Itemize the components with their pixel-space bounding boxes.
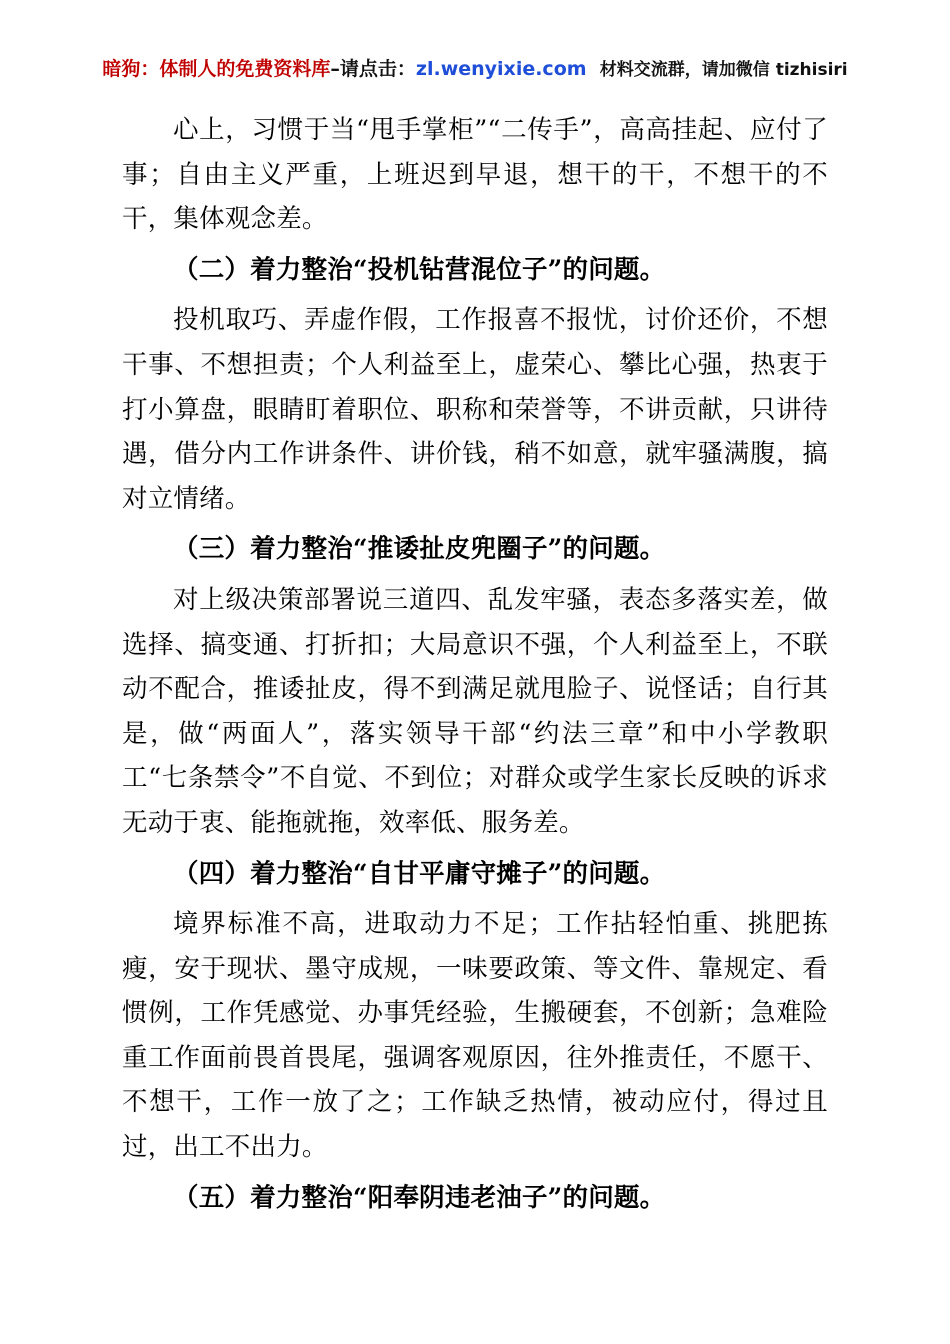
banner-brand: 暗狗： xyxy=(102,58,160,80)
banner-tagline: 体制人的免费资料库 xyxy=(159,58,331,80)
section-heading-two: （二）着力整治“投机钻营混位子”的问题。 xyxy=(173,254,666,285)
paragraph-section-two: 投机取巧、弄虚作假，工作报喜不报忧，讨价还价，不想干事、不想担责；个人利益至上，虚荣心、攀比心强，热衷于打小算盘，眼睛盯着职位、职称和荣誉等，不讲贡献，只讲待遇，借分内工作讲条件、讲价钱，稍不如意，就牢骚满腹，搞对立情绪。 xyxy=(122,305,828,514)
section-heading-four: （四）着力整治“自甘平庸守摊子”的问题。 xyxy=(173,858,666,889)
section-heading-three: （三）着力整治“推诿扯皮兜圈子”的问题。 xyxy=(173,534,666,565)
section-heading-five: （五）着力整治“阳奉阴违老油子”的问题。 xyxy=(173,1182,666,1213)
paragraph-section-three: 对上级决策部署说三道四、乱发牢骚，表态多落实差，做选择、搞变通、打折扣；大局意识不强，个人利益至上，不联动不配合，推诿扯皮，得不到满足就甩脸子、说怪话；自行其是，做“两面人”，落实领导干部“约法三章”和中小学教职工“七条禁令”不自觉、不到位；对群众或学生家长反映的诉求无动于衷、能拖就拖，效率低、服务差。 xyxy=(122,584,828,838)
banner-link[interactable]: zl.wenyixie.com xyxy=(415,58,587,80)
banner-note: 材料交流群，请加微信 tizhisiri xyxy=(599,60,848,80)
paragraph-section-four: 境界标准不高，进取动力不足；工作拈轻怕重、挑肥拣瘦，安于现状、墨守成规，一味要政策、等文件、靠规定、看惯例，工作凭感觉、办事凭经验，生搬硬套，不创新；急难险重工作面前畏首畏尾，强调客观原因，往外推责任，不愿干、不想干，工作一放了之；工作缺乏热情，被动应付，得过且过，出工不出力。 xyxy=(122,909,828,1163)
promo-banner xyxy=(0,56,950,83)
paragraph-continued: 心上，习惯于当“甩手掌柜”“二传手”，高高挂起、应付了事；自由主义严重，上班迟到早退，想干的干，不想干的不干，集体观念差。 xyxy=(122,115,828,235)
banner-separator: –请点击： xyxy=(330,58,416,80)
document-text-region xyxy=(122,108,828,1220)
